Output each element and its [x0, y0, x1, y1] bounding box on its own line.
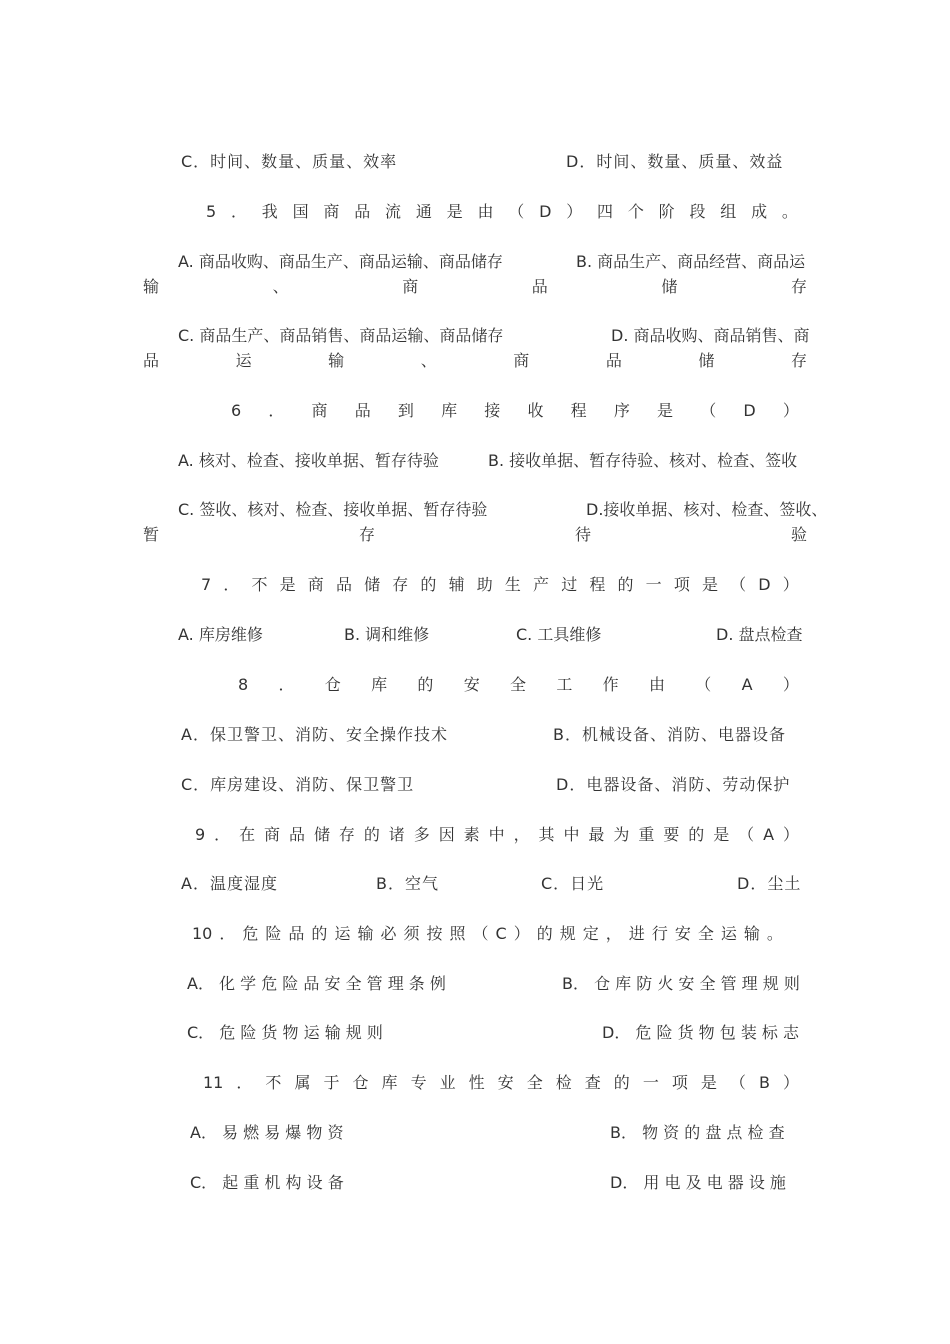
spread-char: 诸 [388, 825, 405, 844]
question-5 [206, 201, 798, 223]
spread-char: （ [730, 575, 747, 594]
spread-char: ． [230, 202, 247, 221]
spread-char: 序 [613, 401, 630, 420]
spread-char: 存 [358, 525, 375, 544]
option-d-time-benefit: D．时间、数量、质量、效益 [566, 152, 784, 171]
spread-char: （ [695, 675, 712, 694]
spread-char: 属 [294, 1073, 311, 1092]
spread-char: 的 [617, 575, 634, 594]
q6-option-b: B. 接收单据、暂存待验、核对、检查、签收 [488, 451, 798, 470]
spread-char: 产 [533, 575, 550, 594]
spread-char: 10 [192, 924, 213, 943]
question-9 [195, 824, 799, 846]
spread-char: 是 [446, 202, 463, 221]
spread-char: 储 [698, 351, 715, 370]
spread-char: 是 [701, 575, 718, 594]
spread-char: D [539, 202, 552, 221]
q9-option-a: A．温度湿度 [181, 874, 278, 893]
spread-char: （ [738, 825, 755, 844]
spread-char: 按 [426, 924, 443, 943]
spread-char: 因 [438, 825, 455, 844]
spread-char: 进 [628, 924, 645, 943]
spread-char: 多 [413, 825, 430, 844]
spread-char: ） [782, 1073, 799, 1092]
spread-char: 输 [357, 924, 374, 943]
spread-char: 辅 [448, 575, 465, 594]
spread-char: 流 [385, 202, 402, 221]
spread-char: 品 [335, 575, 352, 594]
spread-char: 8 [238, 675, 249, 694]
spread-char: 的 [536, 924, 553, 943]
spread-char: 仓 [352, 1073, 369, 1092]
spread-char: 7 [201, 575, 212, 594]
spread-char: 过 [561, 575, 578, 594]
spread-char: 品 [288, 825, 305, 844]
spread-char: 商 [307, 575, 324, 594]
spread-char: 重 [638, 825, 655, 844]
spread-char: D [758, 575, 771, 594]
spread-char: 成 [751, 202, 768, 221]
question-7 [201, 574, 799, 596]
q5-option-d-continued [143, 350, 807, 372]
spread-char: 是 [713, 825, 730, 844]
spread-char: 收 [527, 401, 544, 420]
spread-char: ） [566, 202, 583, 221]
q7-option-a: A. 库房维修 [178, 625, 263, 644]
q5-option-d: D. 商品收购、商品销售、商 [611, 326, 810, 345]
spread-char: 品 [605, 351, 622, 370]
q7-option-c: C. 工具维修 [516, 625, 602, 644]
spread-char: 必 [380, 924, 397, 943]
spread-char: 。 [766, 924, 783, 943]
spread-char: 全 [697, 924, 714, 943]
spread-char: 要 [663, 825, 680, 844]
spread-char: 的 [417, 675, 434, 694]
spread-char: 助 [476, 575, 493, 594]
q9-option-c: C．日光 [541, 874, 605, 893]
spread-char: 仓 [324, 675, 341, 694]
option-c-time-efficiency: C．时间、数量、质量、效率 [181, 152, 398, 171]
q8-option-b: B．机械设备、消防、电器设备 [553, 725, 786, 744]
spread-char: ． [223, 575, 240, 594]
spread-char: 验 [790, 525, 807, 544]
spread-char: 为 [613, 825, 630, 844]
spread-char: 5 [206, 202, 217, 221]
spread-char: 一 [645, 575, 662, 594]
spread-char: 6 [231, 401, 242, 420]
spread-char: ． [214, 825, 231, 844]
spread-char: 、 [272, 277, 289, 296]
spread-char: 由 [477, 202, 494, 221]
spread-char: 项 [673, 575, 690, 594]
spread-char: ） [782, 675, 799, 694]
spread-char: 的 [420, 575, 437, 594]
spread-char: 个 [627, 202, 644, 221]
q6-option-c: C. 签收、核对、检查、接收单据、暂存待验 [178, 500, 488, 519]
spread-char: 运 [334, 924, 351, 943]
spread-char: 规 [559, 924, 576, 943]
spread-char: 商 [264, 825, 281, 844]
spread-char: 到 [397, 401, 414, 420]
spread-char: 组 [720, 202, 737, 221]
q11-option-b: B． 物 资 的 盘 点 检 查 [610, 1123, 785, 1142]
spread-char: 的 [613, 1073, 630, 1092]
question-8 [238, 674, 799, 696]
spread-char: 由 [648, 675, 665, 694]
spread-char: 行 [651, 924, 668, 943]
spread-char: 是 [700, 1073, 717, 1092]
spread-char: 危 [242, 924, 259, 943]
q10-option-d: D． 危 险 货 物 包 装 标 志 [602, 1023, 800, 1042]
spread-char: 运 [235, 351, 252, 370]
spread-char: D [743, 401, 756, 420]
spread-char: 安 [463, 675, 480, 694]
spread-char: 的 [688, 825, 705, 844]
q8-option-a: A．保卫警卫、消防、安全操作技术 [181, 725, 448, 744]
spread-char: 商 [402, 277, 419, 296]
q10-option-b: B． 仓 库 防 火 安 全 管 理 规 则 [562, 974, 800, 993]
spread-char: 库 [381, 1073, 398, 1092]
spread-char: 全 [510, 675, 527, 694]
spread-char: 品 [354, 202, 371, 221]
spread-char: ． [278, 675, 295, 694]
q8-option-d: D．电器设备、消防、劳动保护 [556, 775, 791, 794]
spread-char: 工 [556, 675, 573, 694]
spread-char: 暂 [143, 525, 160, 544]
spread-char: 不 [265, 1073, 282, 1092]
spread-char: 待 [574, 525, 591, 544]
question-10 [192, 923, 783, 945]
spread-char: 通 [415, 202, 432, 221]
spread-char: ） [513, 924, 530, 943]
spread-char: 11 [203, 1073, 224, 1092]
spread-char: 定 [582, 924, 599, 943]
spread-char: 险 [265, 924, 282, 943]
spread-char: （ [700, 401, 717, 420]
spread-char: 商 [323, 202, 340, 221]
q10-option-a: A． 化 学 危 险 品 安 全 管 理 条 例 [187, 974, 446, 993]
spread-char: 存 [790, 351, 807, 370]
q11-option-c: C． 起 重 机 构 设 备 [190, 1173, 344, 1192]
q10-option-c: C． 危 险 货 物 运 输 规 则 [187, 1023, 383, 1042]
spread-char: （ [508, 202, 525, 221]
spread-char: 不 [251, 575, 268, 594]
spread-char: 库 [371, 675, 388, 694]
spread-char: A [741, 675, 753, 694]
spread-char: ） [782, 825, 799, 844]
spread-char: 中 [563, 825, 580, 844]
spread-char: 储 [661, 277, 678, 296]
spread-char: 品 [143, 351, 160, 370]
spread-char: 阶 [658, 202, 675, 221]
spread-char: 库 [441, 401, 458, 420]
q9-option-b: B．空气 [376, 874, 439, 893]
spread-char: C [495, 924, 507, 943]
spread-char: 的 [311, 924, 328, 943]
spread-char: 须 [403, 924, 420, 943]
q6-option-a: A. 核对、检查、接收单据、暂存待验 [178, 451, 439, 470]
spread-char: 商 [311, 401, 328, 420]
q5-option-a: A. 商品收购、商品生产、商品运输、商品储存 [178, 252, 503, 271]
spread-char: 项 [671, 1073, 688, 1092]
spread-char: 储 [313, 825, 330, 844]
spread-char: 安 [497, 1073, 514, 1092]
spread-char: 商 [513, 351, 530, 370]
q7-option-d: D. 盘点检查 [716, 625, 803, 644]
spread-char: 品 [288, 924, 305, 943]
spread-char: 、 [420, 351, 437, 370]
spread-char: 其 [538, 825, 555, 844]
q6-option-d: D.接收单据、核对、检查、签收、 [586, 500, 828, 519]
spread-char: 四 [597, 202, 614, 221]
spread-char: ） [782, 401, 799, 420]
spread-char: 生 [504, 575, 521, 594]
q11-option-d: D． 用 电 及 电 器 设 施 [610, 1173, 786, 1192]
spread-char: 作 [602, 675, 619, 694]
spread-char: 最 [588, 825, 605, 844]
spread-char: 性 [468, 1073, 485, 1092]
spread-char: B [758, 1073, 770, 1092]
spread-char: ） [782, 575, 799, 594]
spread-char: （ [729, 1073, 746, 1092]
spread-char: 输 [328, 351, 345, 370]
spread-char: 存 [338, 825, 355, 844]
spread-char: 储 [364, 575, 381, 594]
spread-char: 品 [531, 277, 548, 296]
spread-char: 业 [439, 1073, 456, 1092]
spread-char: 国 [292, 202, 309, 221]
q7-option-b: B. 调和维修 [344, 625, 430, 644]
spread-char: 中 [488, 825, 505, 844]
q9-option-d: D．尘土 [737, 874, 802, 893]
spread-char: 查 [584, 1073, 601, 1092]
spread-char: ． [268, 401, 285, 420]
spread-char: 程 [589, 575, 606, 594]
spread-char: 段 [689, 202, 706, 221]
spread-char: 。 [781, 202, 798, 221]
spread-char: 运 [720, 924, 737, 943]
question-6 [231, 400, 799, 422]
spread-char: 在 [239, 825, 256, 844]
spread-char: 是 [657, 401, 674, 420]
question-11 [203, 1072, 799, 1094]
spread-char: 检 [555, 1073, 572, 1092]
spread-char: 我 [261, 202, 278, 221]
spread-char: 品 [354, 401, 371, 420]
spread-char: ． [219, 924, 236, 943]
spread-char: 存 [392, 575, 409, 594]
q11-option-a: A． 易 燃 易 爆 物 资 [190, 1123, 344, 1142]
q5-option-c: C. 商品生产、商品销售、商品运输、商品储存 [178, 326, 504, 345]
spread-char: 素 [463, 825, 480, 844]
q8-option-c: C．库房建设、消防、保卫警卫 [181, 775, 415, 794]
spread-char: 安 [674, 924, 691, 943]
q5-option-b-continued [143, 276, 807, 298]
spread-char: 程 [570, 401, 587, 420]
spread-char: 是 [279, 575, 296, 594]
spread-char: ． [236, 1073, 253, 1092]
spread-char: （ [472, 924, 489, 943]
spread-char: 输 [743, 924, 760, 943]
spread-char: 接 [484, 401, 501, 420]
spread-char: 于 [323, 1073, 340, 1092]
spread-char: 9 [195, 825, 206, 844]
spread-char: 全 [526, 1073, 543, 1092]
spread-char: 一 [642, 1073, 659, 1092]
q5-option-b: B. 商品生产、商品经营、商品运 [576, 252, 806, 271]
spread-char: 的 [363, 825, 380, 844]
spread-char: ， [513, 825, 530, 844]
spread-char: A [763, 825, 775, 844]
spread-char: 照 [449, 924, 466, 943]
spread-char: ， [605, 924, 622, 943]
spread-char: 专 [410, 1073, 427, 1092]
spread-char: 输 [143, 277, 160, 296]
q6-option-d-continued [143, 524, 807, 546]
spread-char: 存 [790, 277, 807, 296]
